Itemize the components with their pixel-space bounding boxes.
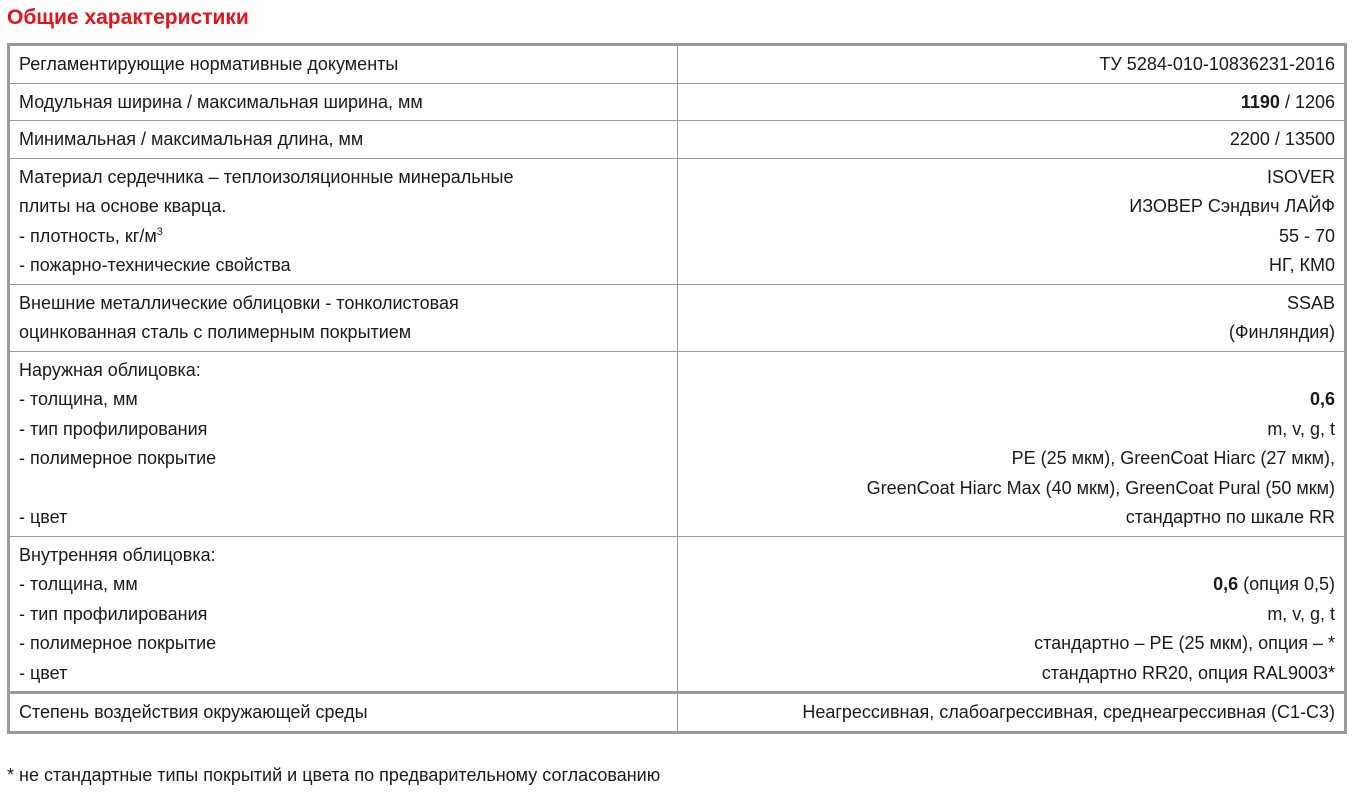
spec-label-cell bbox=[9, 536, 678, 693]
spec-value-text: GreenCoat Hiarc Max (40 мкм), GreenCoat Pural (50 мкм) bbox=[866, 477, 1335, 498]
table-row bbox=[9, 351, 1346, 536]
spec-label-line bbox=[19, 318, 669, 348]
spec-value-line bbox=[687, 570, 1335, 600]
spec-label-text: - цвет bbox=[19, 507, 68, 527]
spec-value-line bbox=[687, 88, 1335, 118]
spec-value-line bbox=[687, 251, 1335, 281]
table-row bbox=[9, 284, 1346, 351]
spec-value-line bbox=[687, 541, 1335, 571]
spec-value-line bbox=[687, 222, 1335, 252]
spec-label-text: - пожарно-технические свойства bbox=[19, 255, 291, 275]
spec-value-line bbox=[687, 163, 1335, 193]
spec-label-line bbox=[19, 163, 669, 193]
spec-value-cell bbox=[678, 351, 1346, 536]
spec-value-text: (опция 0,5) bbox=[1238, 574, 1335, 594]
spec-value-line bbox=[687, 600, 1335, 630]
spec-value-line bbox=[687, 289, 1335, 319]
spec-label-line bbox=[19, 356, 669, 386]
spec-value-cell bbox=[678, 83, 1346, 121]
spec-value-text: SSAB bbox=[1286, 292, 1335, 313]
spec-value-line bbox=[687, 50, 1335, 80]
spec-value-text: Неагрессивная, слабоагрессивная, среднеагрессивная (С1-С3) bbox=[802, 702, 1335, 722]
spec-label-line bbox=[19, 659, 669, 689]
spec-value-line bbox=[687, 318, 1335, 348]
table-row bbox=[9, 693, 1346, 733]
spec-value-line bbox=[687, 356, 1335, 386]
spec-label-text: оцинкованная сталь с полимерным покрытием bbox=[19, 322, 412, 342]
spec-value-text: стандартно RR20, опция RAL9003* bbox=[1041, 662, 1335, 683]
spec-label-text: плиты на основе кварца. bbox=[19, 196, 227, 216]
spec-label-line bbox=[19, 385, 669, 415]
table-row bbox=[9, 45, 1346, 84]
spec-value-emphasis: 0,6 bbox=[1213, 574, 1239, 594]
spec-label-text: - плотность, кг/м bbox=[19, 225, 157, 246]
spec-value-line bbox=[687, 125, 1335, 155]
spec-value-line bbox=[687, 629, 1335, 659]
spec-label-text: Материал сердечника – теплоизоляционные минеральные bbox=[19, 166, 514, 187]
spec-label-line bbox=[19, 88, 669, 118]
table-row bbox=[9, 536, 1346, 693]
spec-label-text: - тип профилирования bbox=[19, 418, 208, 439]
spec-label-text: Модульная ширина / максимальная ширина, мм bbox=[19, 91, 423, 112]
spec-label-cell bbox=[9, 351, 678, 536]
spec-value-emphasis: 0,6 bbox=[1309, 389, 1335, 409]
spec-label-line bbox=[19, 698, 669, 728]
spec-value-line bbox=[687, 474, 1335, 504]
spec-value-text: (Финляндия) bbox=[1228, 322, 1335, 342]
footnote: * не стандартные типы покрытий и цвета по предварительному согласованию bbox=[7, 765, 661, 785]
spec-label-line bbox=[19, 503, 669, 533]
spec-label-line bbox=[19, 125, 669, 155]
spec-label-text: - цвет bbox=[19, 662, 68, 683]
spec-value-text: НГ, КМ0 bbox=[1268, 255, 1335, 275]
spec-value-line bbox=[687, 385, 1335, 415]
table-row bbox=[9, 83, 1346, 121]
spec-label-line bbox=[19, 629, 669, 659]
spec-value-text: ТУ 5284-010-10836231-2016 bbox=[1099, 54, 1335, 74]
spec-value-cell bbox=[678, 693, 1346, 733]
spec-value-emphasis: 1190 bbox=[1240, 91, 1280, 112]
spec-value-text: PE (25 мкм), GreenCoat Hiarc (27 мкм), bbox=[1011, 448, 1335, 468]
spec-label-cell bbox=[9, 158, 678, 284]
spec-value-cell bbox=[678, 284, 1346, 351]
spec-value-text: ISOVER bbox=[1266, 166, 1335, 187]
spec-value-cell bbox=[678, 158, 1346, 284]
spec-label-text: Внутренняя облицовка: bbox=[19, 544, 216, 565]
spec-label-text: - полимерное покрытие bbox=[19, 448, 217, 468]
spec-label-text: Минимальная / максимальная длина, мм bbox=[19, 129, 364, 149]
spec-value-cell bbox=[678, 45, 1346, 84]
spec-value-cell bbox=[678, 536, 1346, 693]
page-title: Общие характеристики bbox=[7, 6, 249, 29]
specifications-table-body bbox=[9, 45, 1346, 733]
spec-label-cell bbox=[9, 45, 678, 84]
spec-label-text: Степень воздействия окружающей среды bbox=[19, 702, 368, 722]
specifications-table bbox=[7, 43, 1347, 734]
spec-label-text: Внешние металлические облицовки - тонколистовая bbox=[19, 292, 459, 313]
spec-value-cell bbox=[678, 121, 1346, 159]
spec-value-line bbox=[687, 659, 1335, 689]
spec-value-line bbox=[687, 415, 1335, 445]
spec-label-text: - толщина, мм bbox=[19, 389, 138, 409]
spec-label-line bbox=[19, 570, 669, 600]
spec-value-line bbox=[687, 192, 1335, 222]
spec-label-line bbox=[19, 600, 669, 630]
spec-label-cell bbox=[9, 121, 678, 159]
spec-label-cell bbox=[9, 284, 678, 351]
spec-label-text: - тип профилирования bbox=[19, 603, 208, 624]
spec-value-text: m, v, g, t bbox=[1267, 603, 1335, 624]
spec-value-text: стандартно по шкале RR bbox=[1125, 507, 1335, 527]
spec-label-line bbox=[19, 222, 669, 252]
unit-superscript: 3 bbox=[156, 225, 163, 238]
spec-label-cell bbox=[9, 693, 678, 733]
spec-value-text: 2200 / 13500 bbox=[1229, 129, 1335, 149]
spec-label-line bbox=[19, 541, 669, 571]
spec-value-line bbox=[687, 503, 1335, 533]
spec-label-line bbox=[19, 444, 669, 474]
table-row bbox=[9, 121, 1346, 159]
spec-label-line bbox=[19, 415, 669, 445]
spec-label-text: - толщина, мм bbox=[19, 574, 138, 594]
spec-value-line bbox=[687, 444, 1335, 474]
spec-label-line bbox=[19, 192, 669, 222]
spec-value-text: m, v, g, t bbox=[1267, 418, 1335, 439]
spec-label-text: Регламентирующие нормативные документы bbox=[19, 54, 399, 74]
spec-value-text: / 1206 bbox=[1279, 91, 1335, 112]
spec-label-line bbox=[19, 50, 669, 80]
spec-value-text: ИЗОВЕР Сэндвич ЛАЙФ bbox=[1129, 196, 1335, 216]
spec-value-text: стандартно – PE (25 мкм), опция – * bbox=[1034, 633, 1335, 653]
spec-label-line bbox=[19, 474, 669, 504]
spec-label-line bbox=[19, 289, 669, 319]
spec-label-text: - полимерное покрытие bbox=[19, 633, 217, 653]
spec-label-line bbox=[19, 251, 669, 281]
table-row bbox=[9, 158, 1346, 284]
spec-value-text: 55 - 70 bbox=[1278, 225, 1335, 246]
spec-label-cell bbox=[9, 83, 678, 121]
spec-label-text: Наружная облицовка: bbox=[19, 359, 201, 380]
spec-value-line bbox=[687, 698, 1335, 728]
